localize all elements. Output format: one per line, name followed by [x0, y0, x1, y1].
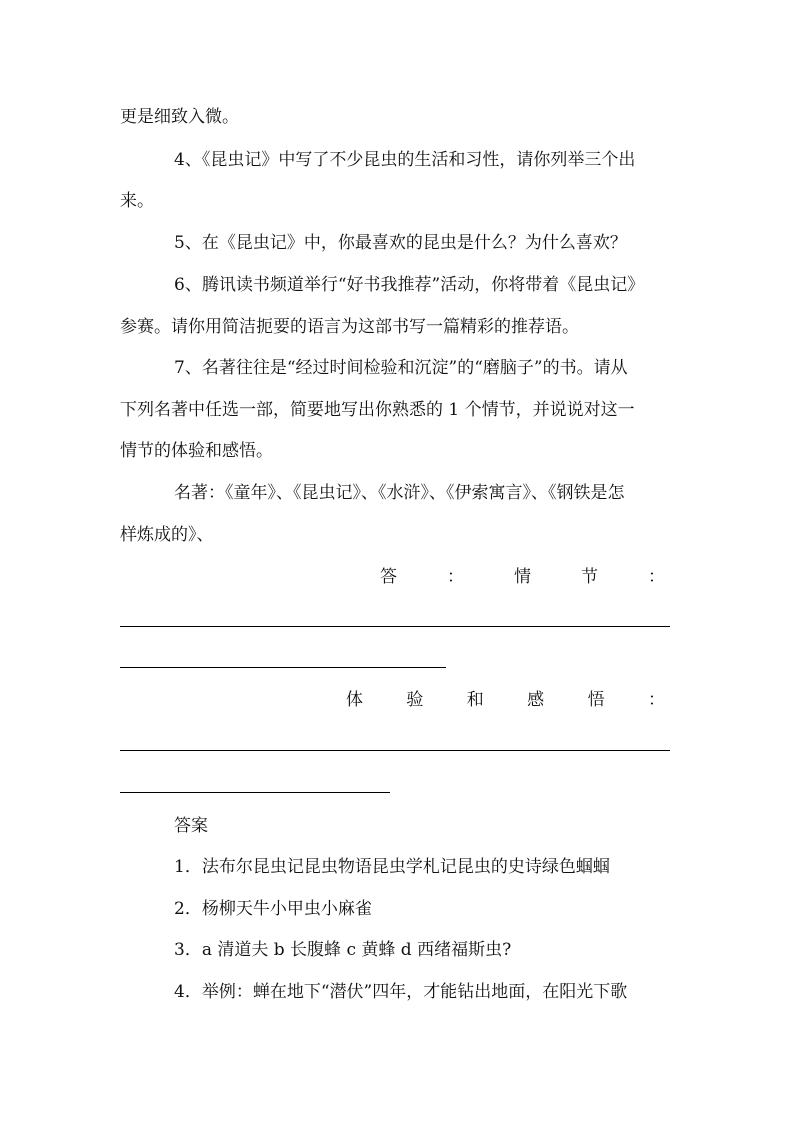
answer-feeling-label [346, 690, 665, 710]
answer-plot-char: ： [447, 567, 464, 587]
answer-line [120, 626, 670, 627]
answer-line [120, 750, 670, 751]
question-6-line-2: 参赛。请你用简洁扼要的语言为这部书写一篇精彩的推荐语。 [120, 317, 579, 337]
answer-plot-char: ： [648, 567, 665, 587]
answer-plot-label [380, 567, 665, 587]
answer-plot-char: 答 [380, 567, 397, 587]
answer-feeling-char: 体 [346, 690, 363, 710]
answer-item-1: 1．法布尔昆虫记昆虫物语昆虫学札记昆虫的史诗绿色蝈蝈 [174, 857, 610, 877]
works-list-line-2: 样炼成的》、 [120, 525, 214, 545]
answers-heading: 答案 [174, 816, 208, 836]
answer-plot-char: 节 [581, 567, 598, 587]
question-7-line-3: 情节的体验和感悟。 [120, 441, 273, 461]
question-7-line-1: 7、名著往往是“经过时间检验和沉淀”的“磨脑子”的书。请从 [174, 358, 628, 378]
answer-feeling-char: 和 [466, 690, 484, 710]
answer-feeling-char: 感 [527, 690, 545, 710]
question-5: 5、在《昆虫记》中，你最喜欢的昆虫是什么？为什么喜欢？ [174, 233, 627, 253]
question-4-line-2: 来。 [120, 191, 154, 211]
answer-plot-char: 情 [514, 567, 531, 587]
question-7-line-2: 下列名著中任选一部，简要地写出你熟悉的 1 个情节，并说说对这一 [120, 400, 635, 420]
question-6-line-1: 6、腾讯读书频道举行“好书我推荐”活动，你将带着《昆虫记》 [174, 275, 645, 295]
answer-feeling-char: ： [647, 690, 665, 710]
answer-item-2: 2．杨柳天牛小甲虫小麻雀 [174, 899, 372, 919]
works-list-line-1: 名著：《童年》、《昆虫记》、《水浒》、《伊索寓言》、《钢铁是怎 [174, 483, 625, 503]
answer-item-3: 3．a 清道夫 b 长腹蜂 c 黄蜂 d 西绪福斯虫? [174, 940, 512, 960]
answer-line [120, 667, 446, 668]
text-line-continuation: 更是细致入微。 [120, 107, 239, 127]
question-4-line-1: 4、《昆虫记》中写了不少昆虫的生活和习性，请你列举三个出 [174, 150, 636, 170]
answer-feeling-char: 验 [406, 690, 424, 710]
answer-item-4: 4．举例：蝉在地下“潜伏”四年，才能钻出地面，在阳光下歌 [174, 982, 628, 1002]
answer-feeling-char: 悟 [587, 690, 605, 710]
answer-line [120, 792, 390, 793]
